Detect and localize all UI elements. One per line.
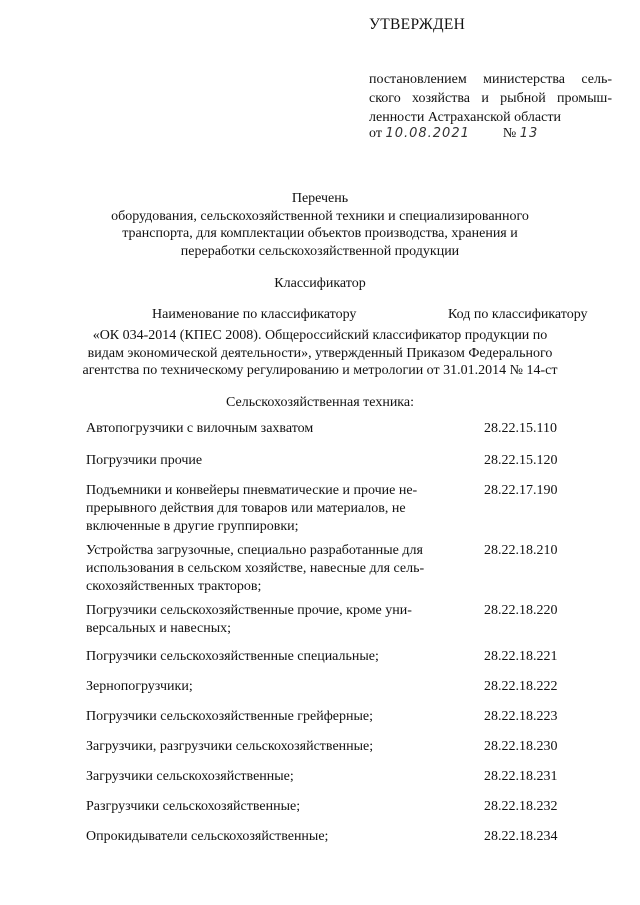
- item-name: [86, 482, 456, 536]
- item-name-line: Подъемники и конвейеры пневматические и прочие не-: [86, 483, 418, 498]
- classifier-heading: Классификатор: [274, 276, 366, 291]
- document-title: [60, 190, 580, 260]
- item-code: 28.22.18.230: [484, 739, 558, 754]
- item-name-line: Опрокидыватели сельскохозяйственные;: [86, 829, 329, 844]
- column-name-header: Наименование по классификатору: [152, 307, 357, 322]
- item-name-line: Зернопогрузчики;: [86, 679, 193, 694]
- title-line: оборудования, сельскохозяйственной техники и специализированного: [111, 208, 529, 224]
- item-name: [86, 768, 456, 786]
- title-line: переработки сельскохозяйственной продукции: [180, 243, 460, 259]
- item-name-line: версальных и навесных;: [86, 621, 232, 636]
- item-name: [86, 738, 456, 756]
- item-code: 28.22.18.223: [484, 709, 558, 724]
- item-name-line: Автопогрузчики с вилочным захватом: [86, 421, 314, 436]
- number-prefix: №: [502, 126, 517, 141]
- item-name-line: прерывного действия для товаров или материалов, не: [86, 501, 406, 516]
- item-name-line: использования в сельском хозяйстве, навесные для сель-: [86, 561, 425, 576]
- approval-line: ского хозяйства и рыбной промыш-: [369, 91, 612, 106]
- classifier-line: видам экономической деятельности», утвержденный Приказом Федерального: [87, 345, 553, 361]
- item-code: 28.22.18.234: [484, 829, 558, 844]
- item-name: [86, 602, 456, 638]
- item-name-line: Загрузчики сельскохозяйственные;: [86, 769, 294, 784]
- approval-line: ленности Астраханской области: [369, 110, 561, 125]
- item-name-line: Погрузчики сельскохозяйственные специальные;: [86, 649, 379, 664]
- item-code: 28.22.15.120: [484, 453, 558, 468]
- item-name-line: включенные в другие группировки;: [86, 519, 299, 534]
- item-name: [86, 828, 456, 846]
- date-prefix: от: [369, 126, 382, 141]
- item-name-line: Погрузчики сельскохозяйственные прочие, кроме уни-: [86, 603, 412, 618]
- item-name: [86, 708, 456, 726]
- item-name: [86, 452, 456, 470]
- item-name: [86, 648, 456, 666]
- item-code: 28.22.18.231: [484, 769, 558, 784]
- item-code: 28.22.18.210: [484, 543, 558, 558]
- approval-title: УТВЕРЖДЕН: [369, 16, 466, 33]
- approval-line: постановлением министерства сель-: [369, 72, 612, 87]
- title-line: транспорта, для комплектации объектов производства, хранения и: [122, 226, 518, 241]
- item-code: 28.22.18.222: [484, 679, 558, 694]
- item-code: 28.22.18.232: [484, 799, 558, 814]
- item-code: 28.22.18.221: [484, 649, 558, 664]
- item-code: 28.22.18.220: [484, 603, 558, 618]
- item-name: [86, 420, 456, 438]
- classifier-line: агентства по техническому регулированию и метрологии от 31.01.2014 № 14-ст: [82, 363, 558, 378]
- item-name-line: Загрузчики, разгрузчики сельскохозяйственные;: [86, 739, 374, 754]
- item-name: [86, 798, 456, 816]
- title-line: Перечень: [291, 191, 349, 206]
- handwritten-date: 10.08.2021: [385, 126, 470, 141]
- item-name: [86, 542, 456, 596]
- approval-text: [369, 70, 612, 127]
- item-name-line: Погрузчики прочие: [86, 453, 203, 468]
- classifier-description: [60, 327, 580, 380]
- item-name-line: Разгрузчики сельскохозяйственные;: [86, 799, 301, 814]
- item-name-line: скохозяйственных тракторов;: [86, 579, 262, 594]
- approval-date-number: [369, 124, 612, 144]
- item-name: [86, 678, 456, 696]
- item-code: 28.22.15.110: [484, 421, 557, 436]
- item-name-line: Устройства загрузочные, специально разработанные для: [86, 543, 423, 558]
- classifier-line: «ОК 034-2014 (КПЕС 2008). Общероссийский классификатор продукции по: [92, 328, 548, 343]
- handwritten-number: 13: [519, 126, 539, 141]
- item-name-line: Погрузчики сельскохозяйственные грейферные;: [86, 709, 374, 724]
- item-code: 28.22.17.190: [484, 483, 558, 498]
- column-code-header: Код по классификатору: [448, 307, 588, 322]
- section-heading: Сельскохозяйственная техника:: [225, 395, 414, 410]
